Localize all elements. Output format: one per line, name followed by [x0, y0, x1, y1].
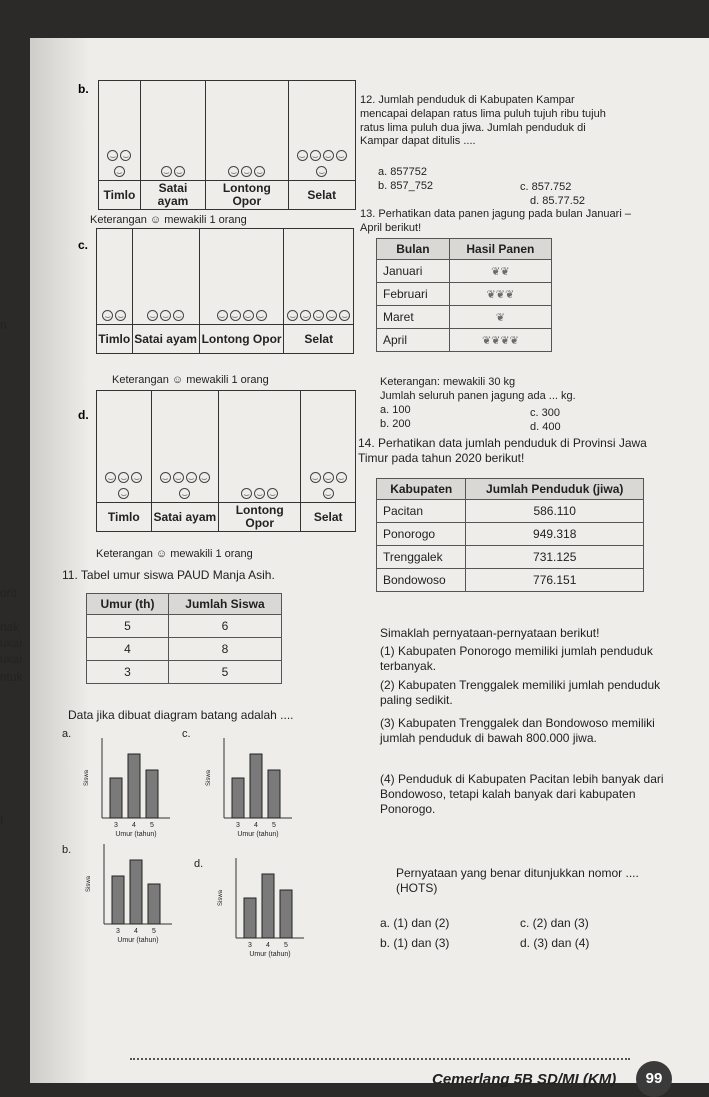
smiley-icon: ‿	[310, 472, 321, 483]
pictograph-d	[96, 390, 356, 532]
tick-label: 3	[236, 822, 240, 829]
table-row	[377, 500, 644, 523]
table-row	[377, 283, 552, 306]
y-axis-label: Siswa	[206, 769, 212, 787]
table-cell: 3	[87, 661, 169, 684]
footer-title: Cemerlang 5B SD/MI (KM)	[432, 1071, 617, 1088]
q14-table	[376, 478, 644, 592]
pictograph-cell	[301, 391, 356, 503]
table-cell: Ponorogo	[377, 523, 466, 546]
table-header: Jumlah Penduduk (jiwa)	[466, 479, 644, 500]
pictograph-category-row	[99, 181, 356, 210]
smiley-icon: ‿	[217, 310, 228, 321]
y-axis-label: Siswa	[86, 875, 92, 893]
smiley-icon: ‿	[161, 166, 172, 177]
table-header: Bulan	[377, 239, 450, 260]
smiley-icon: ‿	[230, 310, 241, 321]
q11-option-a-label: a.	[62, 728, 72, 740]
pictograph-cell	[206, 81, 288, 181]
tick-label: 3	[116, 928, 120, 935]
smiley-icon: ‿	[326, 310, 337, 321]
table-row	[87, 638, 282, 661]
harvest-icons	[449, 306, 551, 329]
left-fragment: ntuk	[0, 670, 23, 684]
q14-prompt	[358, 436, 658, 466]
table-header: Kabupaten	[377, 479, 466, 500]
pictograph-cell	[97, 391, 152, 503]
pictograph-category-row	[97, 325, 354, 354]
q14-statement-4: (4) Penduduk di Kabupaten Pacitan lebih banyak dari Bondowoso, tetapi kalah banyak dari kabupaten Ponorogo.	[380, 772, 664, 816]
smiley-icon: ‿	[316, 166, 327, 177]
smiley-icon: ‿	[174, 166, 185, 177]
smiley-icon: ‿	[256, 310, 267, 321]
bar	[244, 898, 256, 938]
q12-option-a: a. 857752	[378, 166, 427, 178]
q11-chart-a	[80, 730, 180, 840]
q14-number: 14.	[358, 436, 375, 450]
table-cell: 731.125	[466, 546, 644, 569]
q13-option-a: a. 100	[380, 404, 411, 416]
table-cell: 5	[87, 615, 169, 638]
bar	[232, 778, 244, 818]
category-label: Selat	[301, 503, 356, 532]
tick-label: 4	[266, 942, 270, 949]
table-row	[377, 569, 644, 592]
smiley-icon: ‿	[300, 310, 311, 321]
corn-icon: ❦	[495, 289, 505, 301]
bar	[130, 860, 142, 924]
x-axis-label: Umur (tahun)	[115, 831, 157, 838]
table-cell: Pacitan	[377, 500, 466, 523]
q14-statement-1: (1) Kabupaten Ponorogo memiliki jumlah penduduk terbanyak.	[380, 644, 653, 673]
q13-option-b: b. 200	[380, 418, 411, 430]
bar	[112, 876, 124, 924]
category-label: Timlo	[99, 181, 141, 210]
q12-text: Jumlah penduduk di Kabupaten Kampar mencapai delapan ratus lima puluh tujuh ribu tujuh ratus lima puluh dua jiwa. Jumlah penduduk di Kampar dapat ditulis ....	[360, 94, 606, 148]
bar	[146, 770, 158, 818]
table-cell: 5	[168, 661, 281, 684]
q14-option-a: a. (1) dan (2)	[380, 916, 450, 930]
tick-label: 3	[114, 822, 118, 829]
pictograph-c	[96, 228, 354, 354]
table-cell: Januari	[377, 260, 450, 283]
smiley-icon: ‿	[228, 166, 239, 177]
smiley-icon: ‿	[115, 310, 126, 321]
q13-option-c: c. 300	[530, 407, 560, 419]
tick-label: 5	[272, 822, 276, 829]
category-label: Lontong Opor	[219, 503, 301, 532]
category-label: Timlo	[97, 325, 133, 354]
smiley-icon: ‿	[107, 150, 118, 161]
corn-icon: ❦	[495, 312, 505, 324]
q11-option-c-label: c.	[182, 728, 191, 740]
q14-statement-3: (3) Kabupaten Trenggalek dan Bondowoso memiliki jumlah penduduk di bawah 800.000 jiwa.	[380, 716, 655, 745]
q14-question: Pernyataan yang benar ditunjukkan nomor .... (HOTS)	[396, 866, 639, 895]
q11-chart-c	[202, 730, 302, 840]
pictograph-cell	[199, 229, 284, 325]
q12-option-b: b. 857_752	[378, 180, 434, 192]
smiley-icon: ‿	[323, 472, 334, 483]
left-fragment: n	[0, 318, 7, 332]
table-cell: 4	[87, 638, 169, 661]
left-fragment: orit	[0, 586, 17, 600]
q11-option-d-label: d.	[194, 858, 204, 870]
corn-icon: ❦	[504, 289, 515, 301]
smiley-icon: ‿	[336, 150, 347, 161]
q14-text: Perhatikan data jumlah penduduk di Provinsi Jawa Timur pada tahun 2020 berikut!	[358, 436, 647, 465]
table-cell: 6	[168, 615, 281, 638]
corn-icon: ❦	[491, 266, 501, 278]
bar	[110, 778, 122, 818]
q13-legend: Keterangan: mewakili 30 kg	[380, 376, 516, 388]
category-label: Selat	[284, 325, 354, 354]
pictograph-cell	[140, 81, 205, 181]
q13-option-d: d. 400	[530, 421, 561, 433]
smiley-icon: ‿	[254, 488, 265, 499]
table-header: Umur (th)	[87, 594, 169, 615]
table-row	[377, 306, 552, 329]
category-label: Satai ayam	[132, 325, 199, 354]
option-b-label: b.	[78, 82, 89, 96]
y-axis-label: Siswa	[218, 889, 224, 907]
harvest-icons	[449, 329, 551, 352]
smiley-icon: ‿	[241, 488, 252, 499]
table-row	[377, 329, 552, 352]
table-row	[377, 523, 644, 546]
category-label: Lontong Opor	[199, 325, 284, 354]
table-cell: Maret	[377, 306, 450, 329]
pictograph-category-row	[97, 503, 356, 532]
legend-d: Keterangan ☺ mewakili 1 orang	[96, 548, 253, 560]
corn-icon: ❦	[486, 289, 496, 301]
smiley-icon: ‿	[147, 310, 158, 321]
pictograph-cell	[288, 81, 355, 181]
q13-number: 13.	[360, 208, 376, 220]
smiley-icon: ‿	[297, 150, 308, 161]
category-label: Selat	[288, 181, 355, 210]
smiley-icon: ‿	[173, 472, 184, 483]
x-axis-label: Umur (tahun)	[249, 951, 291, 958]
pictograph-cell	[284, 229, 354, 325]
tick-label: 5	[152, 928, 156, 935]
table-row	[87, 661, 282, 684]
footer-divider	[130, 1058, 630, 1060]
smiley-icon: ‿	[323, 150, 334, 161]
table-cell: Februari	[377, 283, 450, 306]
q14-option-d: d. (3) dan (4)	[520, 936, 590, 950]
table-cell: 776.151	[466, 569, 644, 592]
tick-label: 3	[248, 942, 252, 949]
table-cell: 949.318	[466, 523, 644, 546]
table-header: Jumlah Siswa	[168, 594, 281, 615]
q14-statement-2: (2) Kabupaten Trenggalek memiliki jumlah penduduk paling sedikit.	[380, 678, 661, 707]
table-cell: 8	[168, 638, 281, 661]
smiley-icon: ‿	[287, 310, 298, 321]
harvest-icons	[449, 260, 551, 283]
legend-b: Keterangan ☺ mewakili 1 orang	[90, 214, 247, 226]
category-label: Lontong Opor	[206, 181, 288, 210]
pictograph-b	[98, 80, 356, 210]
q12-prompt	[360, 94, 622, 149]
tick-label: 4	[254, 822, 258, 829]
corn-icon: ❦	[500, 266, 510, 278]
bar	[128, 754, 140, 818]
tick-label: 5	[150, 822, 154, 829]
q14-option-c: c. (2) dan (3)	[520, 916, 589, 930]
smiley-icon: ‿	[118, 488, 129, 499]
corn-icon: ❦	[509, 335, 519, 347]
tick-label: 4	[134, 928, 138, 935]
smiley-icon: ‿	[323, 488, 334, 499]
table-row	[87, 615, 282, 638]
bar	[250, 754, 262, 818]
category-label: Satai ayam	[140, 181, 205, 210]
q13-prompt	[360, 208, 640, 236]
q14-instruction: Simaklah pernyataan-pernyataan berikut!	[380, 626, 600, 640]
smiley-icon: ‿	[339, 310, 350, 321]
page-number: 99	[636, 1061, 672, 1097]
tick-label: 5	[284, 942, 288, 949]
bar	[268, 770, 280, 818]
category-label: Timlo	[97, 503, 152, 532]
bar	[148, 884, 160, 924]
smiley-icon: ‿	[160, 310, 171, 321]
q11-chart-b	[82, 836, 182, 956]
table-cell: 586.110	[466, 500, 644, 523]
table-header: Hasil Panen	[449, 239, 551, 260]
legend-c: Keterangan ☺ mewakili 1 orang	[112, 374, 269, 386]
table-cell: Trenggalek	[377, 546, 466, 569]
pictograph-cell	[99, 81, 141, 181]
pictograph-icons-row	[97, 391, 356, 503]
smiley-icon: ‿	[267, 488, 278, 499]
q11-number: 11.	[62, 568, 78, 582]
smiley-icon: ‿	[336, 472, 347, 483]
smiley-icon: ‿	[102, 310, 113, 321]
corn-icon: ❦	[481, 335, 492, 347]
q11-option-b-label: b.	[62, 844, 72, 856]
left-fragment: t	[0, 813, 4, 827]
smiley-icon: ‿	[254, 166, 265, 177]
smiley-icon: ‿	[179, 488, 190, 499]
q12-number: 12.	[360, 94, 376, 106]
q11-prompt	[62, 568, 275, 583]
pictograph-cell	[132, 229, 199, 325]
q12-option-d: d. 85.77.52	[530, 195, 586, 207]
page-fold-shadow	[30, 38, 90, 1083]
pictograph-cell	[219, 391, 301, 503]
option-c-label: c.	[78, 238, 89, 252]
harvest-icons	[449, 283, 551, 306]
smiley-icon: ‿	[313, 310, 324, 321]
bar	[262, 874, 274, 938]
category-label: Satai ayam	[151, 503, 218, 532]
pictograph-icons-row	[99, 81, 356, 181]
left-fragment: nak	[0, 620, 20, 634]
smiley-icon: ‿	[118, 472, 129, 483]
book-page	[0, 38, 709, 1088]
table-cell: April	[377, 329, 450, 352]
q11-table	[86, 593, 282, 684]
option-d-label: d.	[78, 408, 89, 422]
smiley-icon: ‿	[114, 166, 125, 177]
smiley-icon: ‿	[120, 150, 131, 161]
smiley-icon: ‿	[199, 472, 210, 483]
smiley-icon: ‿	[160, 472, 171, 483]
corn-icon: ❦	[500, 335, 510, 347]
q13-table	[376, 238, 552, 352]
q13-text: Perhatikan data panen jagung pada bulan Januari – April berikut!	[360, 208, 631, 234]
smiley-icon: ‿	[241, 166, 252, 177]
q11-text: Tabel umur siswa PAUD Manja Asih.	[80, 568, 275, 582]
bar	[280, 890, 292, 938]
q12-option-c: c. 857.752	[520, 181, 572, 193]
pictograph-cell	[151, 391, 218, 503]
tick-label: 4	[132, 822, 136, 829]
table-cell: Bondowoso	[377, 569, 466, 592]
table-row	[377, 260, 552, 283]
smiley-icon: ‿	[173, 310, 184, 321]
pictograph-icons-row	[97, 229, 354, 325]
left-fragment: ukai	[0, 636, 23, 650]
corn-icon: ❦	[491, 335, 501, 347]
smiley-icon: ‿	[105, 472, 116, 483]
q14-option-b: b. (1) dan (3)	[380, 936, 450, 950]
q11-chart-d	[214, 850, 314, 960]
y-axis-label: Siswa	[84, 769, 90, 787]
smiley-icon: ‿	[243, 310, 254, 321]
smiley-icon: ‿	[186, 472, 197, 483]
pictograph-cell	[97, 229, 133, 325]
smiley-icon: ‿	[310, 150, 321, 161]
left-fragment: ukai	[0, 652, 23, 666]
q13-question: Jumlah seluruh panen jagung ada ... kg.	[380, 390, 576, 402]
x-axis-label: Umur (tahun)	[237, 831, 279, 838]
table-row	[377, 546, 644, 569]
q11-question: Data jika dibuat diagram batang adalah ....	[68, 708, 294, 722]
smiley-icon: ‿	[131, 472, 142, 483]
x-axis-label: Umur (tahun)	[117, 937, 159, 944]
